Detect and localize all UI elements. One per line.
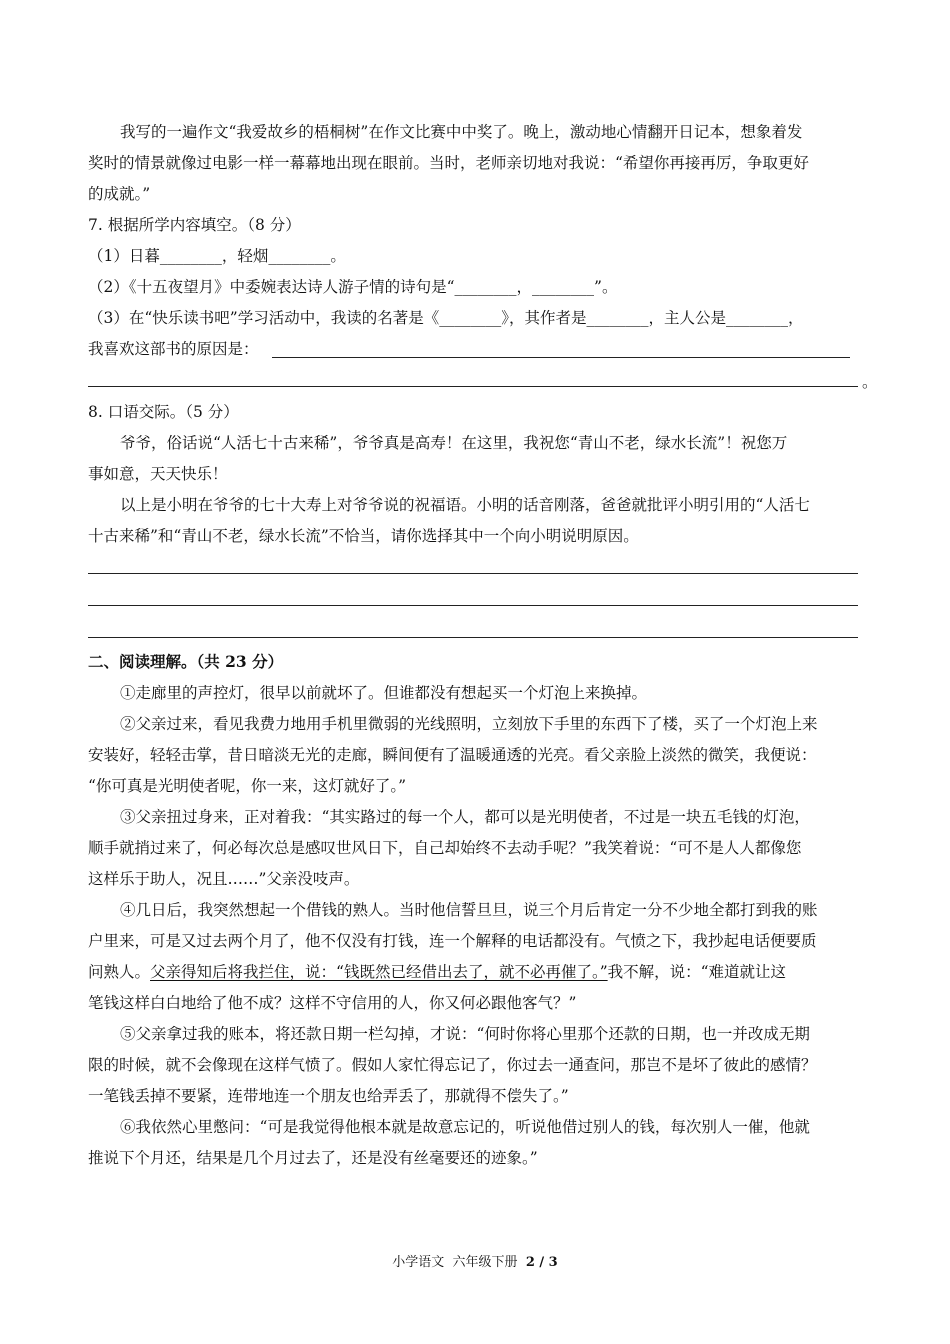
text-line: 限的时候，就不会像现在这样气愤了。假如人家忙得忘记了，你过去一通查问，那岂不是坏了彼此的感情？ [88,1056,817,1074]
text-line: 这样乐于助人，况且……”父亲没吱声。 [88,870,360,888]
page-number: 2 / 3 [525,1255,558,1270]
text-line [88,962,786,982]
text-line: ⑤父亲拿过我的账本，将还款日期一栏勾掉，才说：“何时你将心里那个还款的日期，也一并改成无期 [120,1025,810,1043]
text-line: 户里来，可是又过去两个月了，他不仅没有打钱，连一个解释的电话都没有。气愤之下，我抄起电话便要质 [88,932,817,950]
text-line: 推说下个月还，结果是几个月过去了，还是没有丝毫要还的迹象。” [88,1149,538,1167]
text-line: ③父亲扭过身来，正对着我：“其实路过的每一个人，都可以是光明使者，不过是一块五毛钱的灯泡， [120,808,810,826]
text-line: “你可真是光明使者呢，你一来，这灯就好了。” [88,777,407,795]
page-footer [0,1251,950,1270]
text-line: 十古来稀”和“青山不老，绿水长流”不恰当，请你选择其中一个向小明说明原因。 [88,527,639,545]
text-line: ④几日后，我突然想起一个借钱的熟人。当时他信誓旦旦，说三个月后肯定一分不少地全都打到我的账 [120,901,818,919]
footer-subject: 小学语文 [392,1255,445,1270]
period-mark: 。 [862,373,878,391]
text-line: 奖时的情景就像过电影一样一幕幕地出现在眼前。当时，老师亲切地对我说：“希望你再接再厉，争取更好 [88,154,809,172]
underlined-sentence: 父亲得知后将我拦住，说：“钱既然已经借出去了，就不必再催了。” [150,963,608,981]
text-line: ⑥我依然心里憋问：“可是我觉得他根本就是故意忘记的，听说他借过别人的钱，每次别人一催，他就 [120,1118,810,1136]
footer-grade: 六年级下册 [452,1255,518,1270]
text-line: 顺手就捎过来了，何必每次总是感叹世风日下，自己却始终不去动手呢？”我笑着说：“可不是人人都像您 [88,839,802,857]
text-line: 事如意，天天快乐！ [88,465,228,483]
question-8-title: 8. 口语交际。（5 分） [88,403,239,421]
section-2-title: 二、阅读理解。（共 23 分） [88,652,284,671]
answer-line [272,357,850,358]
text-segment: 问熟人。 [88,963,151,981]
text-line: 爷爷，俗话说“人活七十古来稀”，爷爷真是高寿！在这里，我祝您“青山不老，绿水长流”！祝您万 [120,434,788,452]
question-7-3: （3）在“快乐读书吧”学习活动中，我读的名著是《________》，其作者是________，主人公是________， [88,309,804,327]
question-7-1: （1）日暮________，轻烟________。 [88,247,346,265]
question-7-3-reason: 我喜欢这部书的原因是： [88,340,259,358]
text-line: 的成就。” [88,185,151,203]
text-line: ②父亲过来，看见我费力地用手机里微弱的光线照明，立刻放下手里的东西下了楼，买了一个灯泡上来 [120,715,818,733]
text-line: 笔钱这样白白地给了他不成？这样不守信用的人，你又何必跟他客气？” [88,994,577,1012]
answer-line [88,573,858,574]
question-7-title: 7. 根据所学内容填空。（8 分） [88,216,301,234]
text-line: 安装好，轻轻击掌，昔日暗淡无光的走廊，瞬间便有了温暖通透的光亮。看父亲脸上淡然的微笑，我便说： [88,746,817,764]
answer-line [88,605,858,606]
text-segment: 我不解，说：“难道就让这 [607,963,787,981]
answer-line [88,637,858,638]
text-line: ①走廊里的声控灯，很早以前就坏了。但谁都没有想起买一个灯泡上来换掉。 [120,684,648,702]
text-line: 我写的一遍作文“我爱故乡的梧桐树”在作文比赛中中奖了。晚上，激动地心情翻开日记本，想象着发 [120,123,803,141]
answer-line [88,386,858,387]
question-7-2: （2）《十五夜望月》中委婉表达诗人游子情的诗句是“________，________”。 [88,278,618,296]
text-line: 以上是小明在爷爷的七十大寿上对爷爷说的祝福语。小明的话音刚落，爸爸就批评小明引用的“人活七 [120,496,810,514]
text-line: 一笔钱丢掉不要紧，连带地连一个朋友也给弄丢了，那就得不偿失了。” [88,1087,569,1105]
